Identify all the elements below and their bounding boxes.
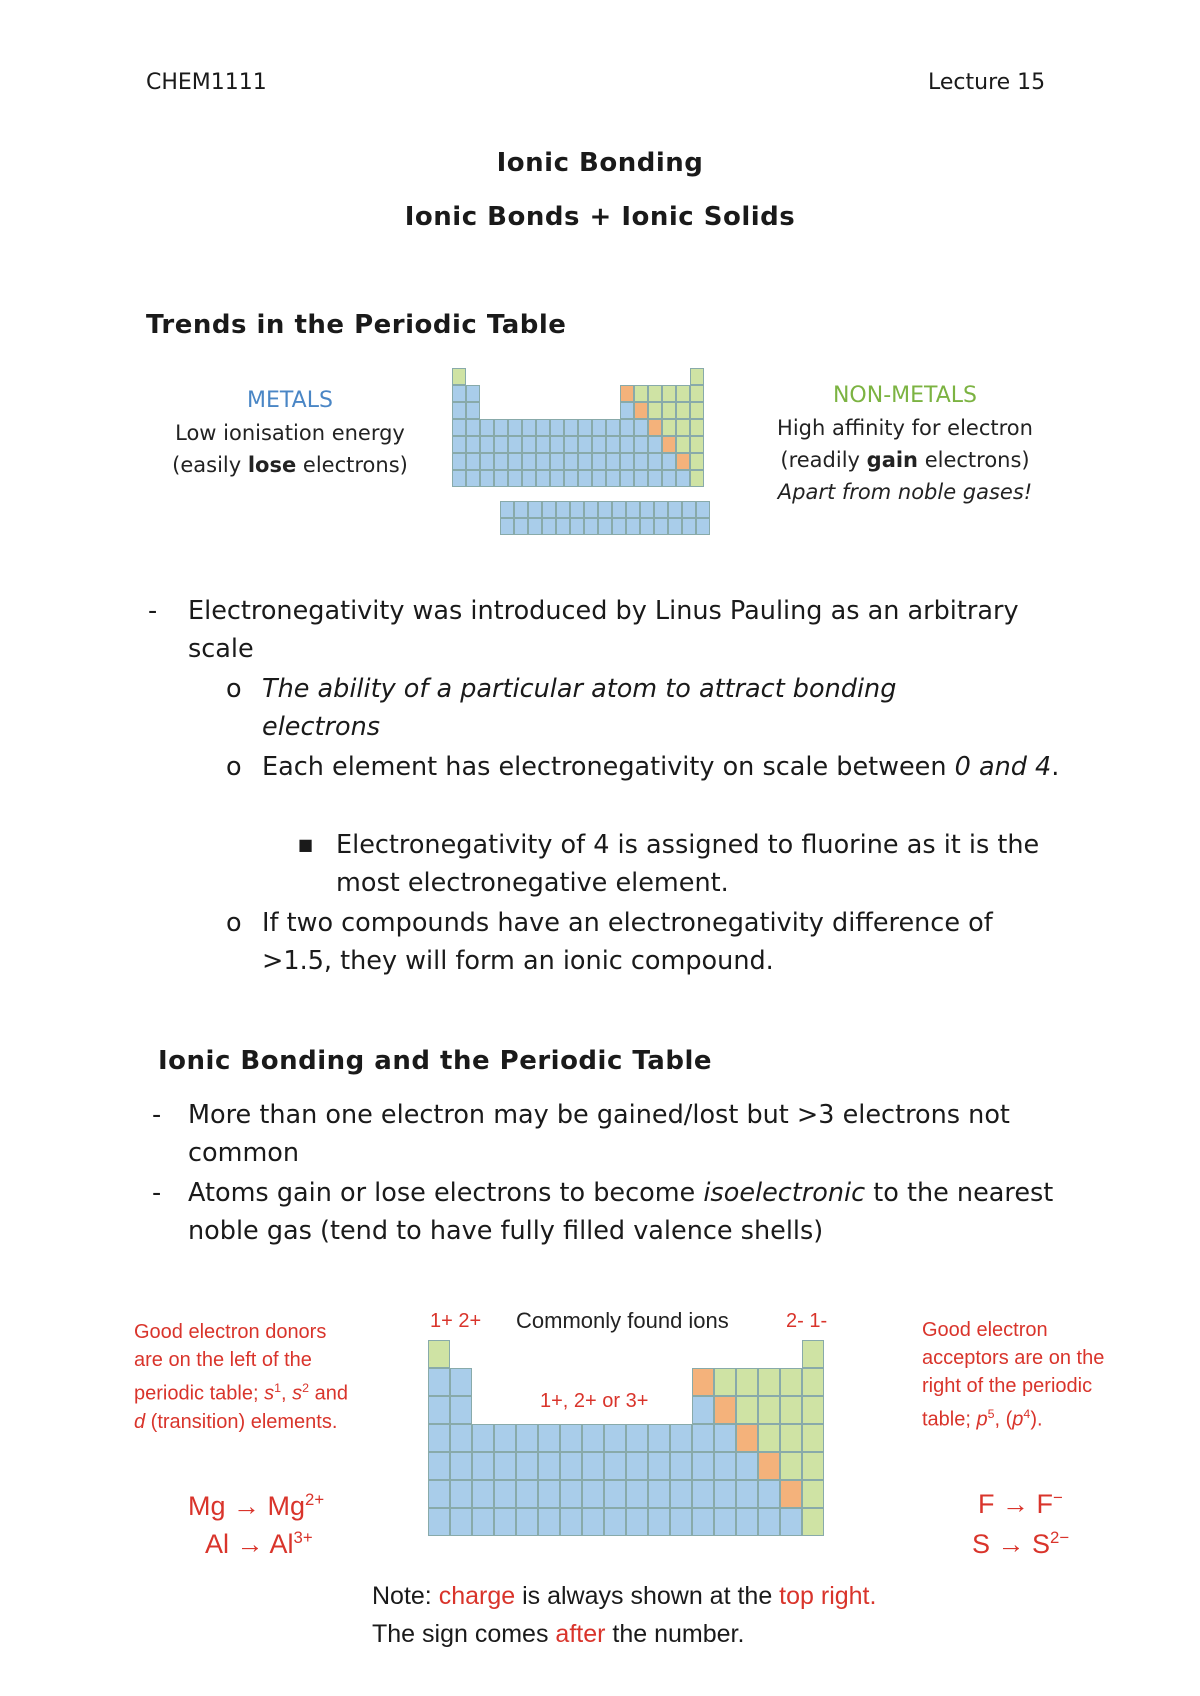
f-block-cell bbox=[668, 501, 682, 518]
dash-bullet: - bbox=[148, 596, 158, 626]
circle-bullet: o bbox=[226, 908, 242, 938]
element-cell bbox=[690, 385, 704, 402]
element-cell bbox=[428, 1452, 450, 1480]
f-block-cell bbox=[570, 501, 584, 518]
element-cell bbox=[550, 470, 564, 487]
element-cell bbox=[466, 470, 480, 487]
f-block-cell bbox=[654, 501, 668, 518]
element-cell bbox=[538, 1480, 560, 1508]
element-cell bbox=[508, 419, 522, 436]
element-cell bbox=[662, 453, 676, 470]
element-cell bbox=[428, 1368, 450, 1396]
element-cell bbox=[714, 1508, 736, 1536]
f-block-cell bbox=[640, 518, 654, 535]
metals-title: METALS bbox=[247, 388, 333, 413]
f-block-cell bbox=[598, 518, 612, 535]
element-cell bbox=[606, 419, 620, 436]
element-cell bbox=[604, 1508, 626, 1536]
element-cell bbox=[564, 436, 578, 453]
element-cell bbox=[466, 402, 480, 419]
f-block-cell bbox=[626, 501, 640, 518]
element-cell bbox=[452, 453, 466, 470]
element-cell bbox=[582, 1508, 604, 1536]
element-cell bbox=[802, 1452, 824, 1480]
element-cell bbox=[452, 419, 466, 436]
element-cell bbox=[536, 470, 550, 487]
element-cell bbox=[472, 1424, 494, 1452]
element-cell bbox=[648, 385, 662, 402]
element-cell bbox=[472, 1508, 494, 1536]
element-cell bbox=[758, 1480, 780, 1508]
element-cell bbox=[634, 385, 648, 402]
element-cell bbox=[690, 436, 704, 453]
acceptors-note: Good electron acceptors are on the right of the periodic table; $p^5$, $(p^4)$. bbox=[922, 1319, 1105, 1431]
element-cell bbox=[522, 470, 536, 487]
element-cell bbox=[662, 385, 676, 402]
element-cell bbox=[714, 1452, 736, 1480]
metals-line2: (easily lose electrons) bbox=[172, 453, 408, 477]
element-cell bbox=[620, 436, 634, 453]
element-cell bbox=[450, 1396, 472, 1424]
element-cell bbox=[634, 453, 648, 470]
element-cell bbox=[736, 1424, 758, 1452]
element-cell bbox=[780, 1452, 802, 1480]
element-cell bbox=[466, 419, 480, 436]
nonmetals-line1: High affinity for electron bbox=[777, 416, 1033, 440]
element-cell bbox=[676, 453, 690, 470]
element-cell bbox=[428, 1480, 450, 1508]
element-cell bbox=[606, 470, 620, 487]
element-cell bbox=[452, 470, 466, 487]
element-cell bbox=[494, 1508, 516, 1536]
f-block-cell bbox=[500, 518, 514, 535]
f-block-cell bbox=[682, 501, 696, 518]
element-cell bbox=[538, 1424, 560, 1452]
element-cell bbox=[620, 470, 634, 487]
element-cell bbox=[662, 470, 676, 487]
square-bullet: ■ bbox=[298, 835, 314, 854]
element-cell bbox=[428, 1424, 450, 1452]
bullet-electronegativity: Electronegativity was introduced by Linus Pauling as an arbitrary scale bbox=[188, 596, 1019, 664]
element-cell bbox=[582, 1424, 604, 1452]
element-cell bbox=[450, 1424, 472, 1452]
element-cell bbox=[626, 1424, 648, 1452]
element-cell bbox=[736, 1396, 758, 1424]
element-cell bbox=[516, 1452, 538, 1480]
f-block-cell bbox=[696, 501, 710, 518]
element-cell bbox=[494, 419, 508, 436]
element-cell bbox=[634, 402, 648, 419]
element-cell bbox=[560, 1508, 582, 1536]
element-cell bbox=[626, 1508, 648, 1536]
element-cell bbox=[690, 470, 704, 487]
element-cell bbox=[538, 1452, 560, 1480]
element-cell bbox=[466, 453, 480, 470]
element-cell bbox=[480, 419, 494, 436]
element-cell bbox=[758, 1396, 780, 1424]
element-cell bbox=[802, 1508, 824, 1536]
element-cell bbox=[578, 436, 592, 453]
f-block-cell bbox=[696, 518, 710, 535]
element-cell bbox=[560, 1424, 582, 1452]
f-block-cell bbox=[556, 518, 570, 535]
bullet-scale: Each element has electronegativity on scale between 0 and 4. bbox=[262, 752, 1060, 782]
element-cell bbox=[428, 1340, 450, 1368]
ion-s: $S \to S^{2-}$ bbox=[972, 1528, 1070, 1559]
element-cell bbox=[662, 402, 676, 419]
element-cell bbox=[648, 1452, 670, 1480]
element-cell bbox=[758, 1424, 780, 1452]
note-sign: The sign comes after the number. bbox=[372, 1620, 745, 1648]
f-block-cell bbox=[584, 518, 598, 535]
element-cell bbox=[676, 436, 690, 453]
element-cell bbox=[516, 1480, 538, 1508]
element-cell bbox=[670, 1480, 692, 1508]
element-cell bbox=[648, 419, 662, 436]
element-cell bbox=[494, 470, 508, 487]
element-cell bbox=[692, 1396, 714, 1424]
element-cell bbox=[592, 419, 606, 436]
element-cell bbox=[536, 453, 550, 470]
left-charges-label: 1+ 2+ bbox=[430, 1310, 482, 1332]
f-block-cell bbox=[584, 501, 598, 518]
element-cell bbox=[676, 385, 690, 402]
element-cell bbox=[780, 1396, 802, 1424]
element-cell bbox=[758, 1368, 780, 1396]
element-cell bbox=[604, 1452, 626, 1480]
element-cell bbox=[692, 1508, 714, 1536]
element-cell bbox=[736, 1480, 758, 1508]
f-block-cell bbox=[682, 518, 696, 535]
periodic-table-ions bbox=[428, 1340, 848, 1552]
circle-bullet: o bbox=[226, 674, 242, 704]
f-block-cell bbox=[514, 501, 528, 518]
element-cell bbox=[626, 1480, 648, 1508]
f-block-cell bbox=[514, 518, 528, 535]
element-cell bbox=[758, 1452, 780, 1480]
element-cell bbox=[690, 419, 704, 436]
element-cell bbox=[676, 419, 690, 436]
section-heading-trends: Trends in the Periodic Table bbox=[146, 310, 567, 340]
element-cell bbox=[604, 1424, 626, 1452]
element-cell bbox=[480, 436, 494, 453]
element-cell bbox=[648, 1480, 670, 1508]
element-cell bbox=[802, 1396, 824, 1424]
element-cell bbox=[428, 1396, 450, 1424]
element-cell bbox=[670, 1508, 692, 1536]
f-block-cell bbox=[598, 501, 612, 518]
element-cell bbox=[736, 1508, 758, 1536]
element-cell bbox=[538, 1508, 560, 1536]
element-cell bbox=[670, 1424, 692, 1452]
element-cell bbox=[592, 470, 606, 487]
element-cell bbox=[648, 436, 662, 453]
element-cell bbox=[620, 402, 634, 419]
element-cell bbox=[802, 1480, 824, 1508]
element-cell bbox=[508, 470, 522, 487]
element-cell bbox=[802, 1368, 824, 1396]
element-cell bbox=[560, 1452, 582, 1480]
ion-al: $Al \to Al^{3+}$ bbox=[205, 1528, 313, 1559]
element-cell bbox=[648, 402, 662, 419]
f-block-cell bbox=[556, 501, 570, 518]
element-cell bbox=[648, 1508, 670, 1536]
dash-bullet: - bbox=[152, 1178, 162, 1208]
f-block-cell bbox=[528, 501, 542, 518]
element-cell bbox=[714, 1480, 736, 1508]
dash-bullet: - bbox=[152, 1100, 162, 1130]
f-block-cell bbox=[528, 518, 542, 535]
ions-figure-title: Commonly found ions bbox=[516, 1308, 729, 1333]
nonmetals-title: NON-METALS bbox=[832, 383, 978, 408]
nonmetals-line3: Apart from noble gases! bbox=[777, 480, 1033, 504]
element-cell bbox=[494, 1452, 516, 1480]
ion-mg: $Mg \to Mg^{2+}$ bbox=[188, 1490, 325, 1521]
element-cell bbox=[690, 368, 704, 385]
element-cell bbox=[466, 385, 480, 402]
element-cell bbox=[670, 1452, 692, 1480]
element-cell bbox=[450, 1508, 472, 1536]
element-cell bbox=[578, 419, 592, 436]
page-title: Ionic Bonding bbox=[496, 148, 704, 178]
element-cell bbox=[592, 453, 606, 470]
element-cell bbox=[450, 1452, 472, 1480]
element-cell bbox=[662, 436, 676, 453]
element-cell bbox=[692, 1480, 714, 1508]
bullet-definition: The ability of a particular atom to attract bonding electrons bbox=[262, 674, 897, 742]
bullet-isoelectronic: Atoms gain or lose electrons to become isoelectronic to the nearest noble gas (tend to have fully filled valence shells) bbox=[188, 1178, 1054, 1246]
element-cell bbox=[582, 1452, 604, 1480]
element-cell bbox=[736, 1368, 758, 1396]
ion-f: F → F− bbox=[978, 1488, 1063, 1519]
nonmetals-panel bbox=[760, 380, 1050, 508]
element-cell bbox=[802, 1424, 824, 1452]
element-cell bbox=[582, 1480, 604, 1508]
element-cell bbox=[564, 470, 578, 487]
page-subtitle: Ionic Bonds + Ionic Solids bbox=[404, 202, 796, 232]
element-cell bbox=[522, 419, 536, 436]
element-cell bbox=[626, 1452, 648, 1480]
f-block-cell bbox=[570, 518, 584, 535]
element-cell bbox=[516, 1424, 538, 1452]
element-cell bbox=[648, 470, 662, 487]
element-cell bbox=[758, 1508, 780, 1536]
element-cell bbox=[452, 436, 466, 453]
element-cell bbox=[620, 385, 634, 402]
element-cell bbox=[494, 453, 508, 470]
element-cell bbox=[592, 436, 606, 453]
element-cell bbox=[452, 385, 466, 402]
element-cell bbox=[480, 470, 494, 487]
element-cell bbox=[690, 402, 704, 419]
element-cell bbox=[450, 1368, 472, 1396]
element-cell bbox=[472, 1480, 494, 1508]
element-cell bbox=[692, 1368, 714, 1396]
element-cell bbox=[692, 1452, 714, 1480]
f-block-cell bbox=[626, 518, 640, 535]
element-cell bbox=[802, 1340, 824, 1368]
element-cell bbox=[676, 402, 690, 419]
f-block-cell bbox=[668, 518, 682, 535]
element-cell bbox=[494, 1480, 516, 1508]
element-cell bbox=[780, 1424, 802, 1452]
element-cell bbox=[780, 1508, 802, 1536]
middle-charges-label: 1+, 2+ or 3+ bbox=[534, 1390, 654, 1413]
element-cell bbox=[634, 470, 648, 487]
element-cell bbox=[452, 402, 466, 419]
element-cell bbox=[522, 453, 536, 470]
element-cell bbox=[648, 1424, 670, 1452]
element-cell bbox=[494, 436, 508, 453]
periodic-table-trends bbox=[452, 368, 714, 546]
f-block-cell bbox=[640, 501, 654, 518]
element-cell bbox=[564, 419, 578, 436]
section-heading-ionic: Ionic Bonding and the Periodic Table bbox=[158, 1046, 713, 1076]
element-cell bbox=[604, 1480, 626, 1508]
element-cell bbox=[550, 453, 564, 470]
note-charge: Note: charge is always shown at the top right. bbox=[372, 1582, 877, 1610]
f-block-cell bbox=[654, 518, 668, 535]
element-cell bbox=[516, 1508, 538, 1536]
element-cell bbox=[508, 453, 522, 470]
element-cell bbox=[522, 436, 536, 453]
donors-note: Good electron donors are on the left of the periodic table; $s^1$, $s^2$ and d (transition) elements. bbox=[134, 1321, 348, 1433]
element-cell bbox=[428, 1508, 450, 1536]
element-cell bbox=[662, 419, 676, 436]
element-cell bbox=[714, 1396, 736, 1424]
element-cell bbox=[692, 1424, 714, 1452]
lecture-number: Lecture 15 bbox=[928, 70, 1046, 95]
bullet-fluorine: Electronegativity of 4 is assigned to fluorine as it is the most electronegative element. bbox=[336, 830, 1040, 898]
element-cell bbox=[472, 1452, 494, 1480]
element-cell bbox=[578, 453, 592, 470]
metals-line1: Low ionisation energy bbox=[175, 421, 405, 445]
element-cell bbox=[620, 453, 634, 470]
metals-panel bbox=[160, 385, 420, 481]
f-block-cell bbox=[612, 501, 626, 518]
element-cell bbox=[606, 436, 620, 453]
element-cell bbox=[690, 453, 704, 470]
element-cell bbox=[676, 470, 690, 487]
element-cell bbox=[578, 470, 592, 487]
element-cell bbox=[480, 453, 494, 470]
element-cell bbox=[634, 436, 648, 453]
right-charges-label: 2- 1- bbox=[786, 1310, 828, 1332]
element-cell bbox=[780, 1368, 802, 1396]
element-cell bbox=[494, 1424, 516, 1452]
element-cell bbox=[736, 1452, 758, 1480]
element-cell bbox=[714, 1424, 736, 1452]
element-cell bbox=[536, 436, 550, 453]
element-cell bbox=[564, 453, 578, 470]
element-cell bbox=[450, 1480, 472, 1508]
element-cell bbox=[466, 436, 480, 453]
element-cell bbox=[508, 436, 522, 453]
bullet-electron-count: More than one electron may be gained/lost but >3 electrons not common bbox=[188, 1100, 1010, 1168]
f-block-cell bbox=[542, 518, 556, 535]
element-cell bbox=[634, 419, 648, 436]
element-cell bbox=[780, 1480, 802, 1508]
element-cell bbox=[606, 453, 620, 470]
element-cell bbox=[550, 419, 564, 436]
element-cell bbox=[550, 436, 564, 453]
f-block-cell bbox=[542, 501, 556, 518]
element-cell bbox=[536, 419, 550, 436]
element-cell bbox=[714, 1368, 736, 1396]
element-cell bbox=[648, 453, 662, 470]
element-cell bbox=[620, 419, 634, 436]
circle-bullet: o bbox=[226, 752, 242, 782]
bullet-ionic-difference: If two compounds have an electronegativity difference of >1.5, they will form an ionic compound. bbox=[262, 908, 993, 976]
element-cell bbox=[452, 368, 466, 385]
f-block-cell bbox=[500, 501, 514, 518]
course-code: CHEM1111 bbox=[146, 70, 267, 95]
nonmetals-line2: (readily gain electrons) bbox=[780, 448, 1030, 472]
f-block-cell bbox=[612, 518, 626, 535]
element-cell bbox=[560, 1480, 582, 1508]
